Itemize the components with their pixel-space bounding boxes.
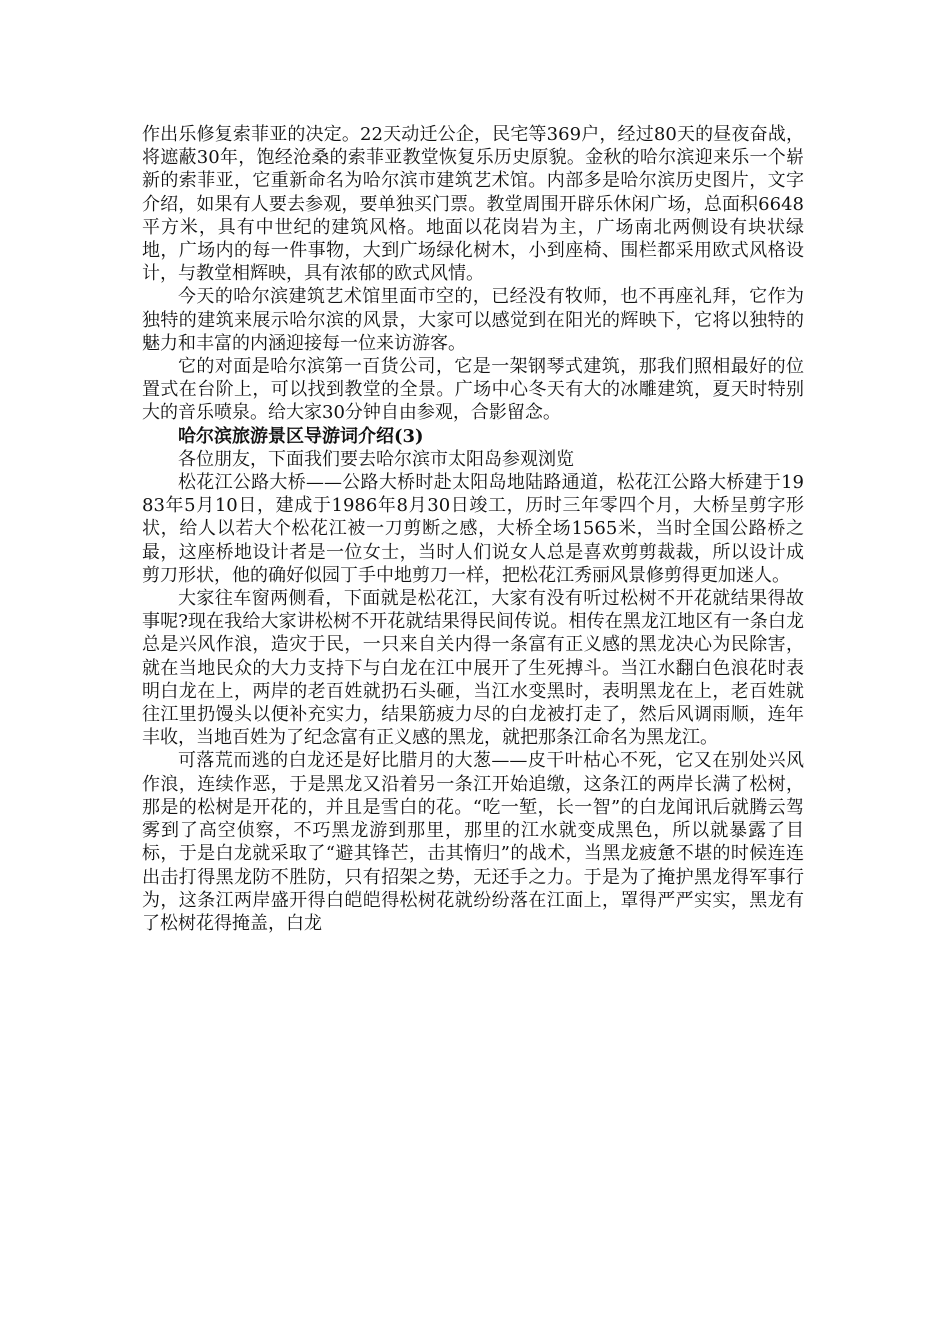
paragraph-white-dragon: 可落荒而逃的白龙还是好比腊月的大葱——皮干叶枯心不死，它又在别处兴风作浪，连续作恶，于是黑龙又沿着另一条江开始追缴，这条江的两岸长满了松树，那是的松树是开花的，并且是雪白的花。“吃一堑，长一智”的白龙闻讯后就腾云驾雾到了高空侦察，不巧黑龙游到那里，那里的江水就变成黑色，所以就暴露了目标，于是白龙就采取了“避其锋芒，击其惰归”的战术，当黑龙疲惫不堪的时候连连出击打得黑龙防不胜防，只有招架之势，无还手之力。于是为了掩护黑龙得军事行为，这条江两岸盛开得白皑皑得松树花就纷纷落在江面上，罩得严严实实，黑龙有了松树花得掩盖，白龙 bbox=[142, 750, 804, 934]
paragraph-department-store: 它的对面是哈尔滨第一百货公司，它是一架钢琴式建筑，那我们照相最好的位置式在台阶上，可以找到教堂的全景。广场中心冬天有大的冰雕建筑，夏天时特别大的音乐喷泉。给大家30分钟自由参观，合影留念。 bbox=[142, 356, 804, 424]
paragraph-sofia-restoration: 作出乐修复索菲亚的决定。22天动迁公企，民宅等369户，经过80天的昼夜奋战，将遮蔽30年，饱经沧桑的索菲亚教堂恢复乐历史原貌。金秋的哈尔滨迎来乐一个崭新的索菲亚，它重新命名为哈尔滨市建筑艺术馆。内部多是哈尔滨历史图片，文字介绍，如果有人要去参观，要单独买门票。教堂周围开辟乐休闲广场，总面积6648平方米，具有中世纪的建筑风格。地面以花岗岩为主，广场南北两侧设有块状绿地，广场内的每一件事物，大到广场绿化树木，小到座椅、围栏都采用欧式风格设计，与教堂相辉映，具有浓郁的欧式风情。 bbox=[142, 124, 804, 285]
document-page bbox=[142, 123, 804, 935]
paragraph-sun-island-intro: 各位朋友，下面我们要去哈尔滨市太阳岛参观浏览 bbox=[178, 448, 574, 470]
paragraph-architecture-museum: 今天的哈尔滨建筑艺术馆里面市空的，已经没有牧师，也不再座礼拜，它作为独特的建筑来展示哈尔滨的风景，大家可以感觉到在阳光的辉映下，它将以独特的魅力和丰富的内涵迎接每一位来访游客。 bbox=[142, 286, 804, 354]
section-heading: 哈尔滨旅游景区导游词介绍(3) bbox=[178, 425, 424, 447]
paragraph-pine-legend: 大家往车窗两侧看，下面就是松花江，大家有没有听过松树不开花就结果得故事呢?现在我给大家讲松树不开花就结果得民间传说。相传在黑龙江地区有一条白龙总是兴风作浪，造灾于民，一只来自关内得一条富有正义感的黑龙决心为民除害，就在当地民众的大力支持下与白龙在江中展开了生死搏斗。当江水翻白色浪花时表明白龙在上，两岸的老百姓就扔石头砸，当江水变黑时，表明黑龙在上，老百姓就往江里扔馒头以便补充实力，结果筋疲力尽的白龙被打走了，然后风调雨顺，连年丰收，当地百姓为了纪念富有正义感的黑龙，就把那条江命名为黑龙江。 bbox=[142, 588, 804, 749]
paragraph-songhua-bridge: 松花江公路大桥——公路大桥时赴太阳岛地陆路通道，松花江公路大桥建于1983年5月10日，建成于1986年8月30日竣工，历时三年零四个月，大桥呈剪字形状，给人以若大个松花江被一刀剪断之感，大桥全场1565米，当时全国公路桥之最，这座桥地设计者是一位女士，当时人们说女人总是喜欢剪剪裁裁，所以设计成剪刀形状，他的确好似园丁手中地剪刀一样，把松花江秀丽风景修剪得更加迷人。 bbox=[142, 472, 804, 586]
